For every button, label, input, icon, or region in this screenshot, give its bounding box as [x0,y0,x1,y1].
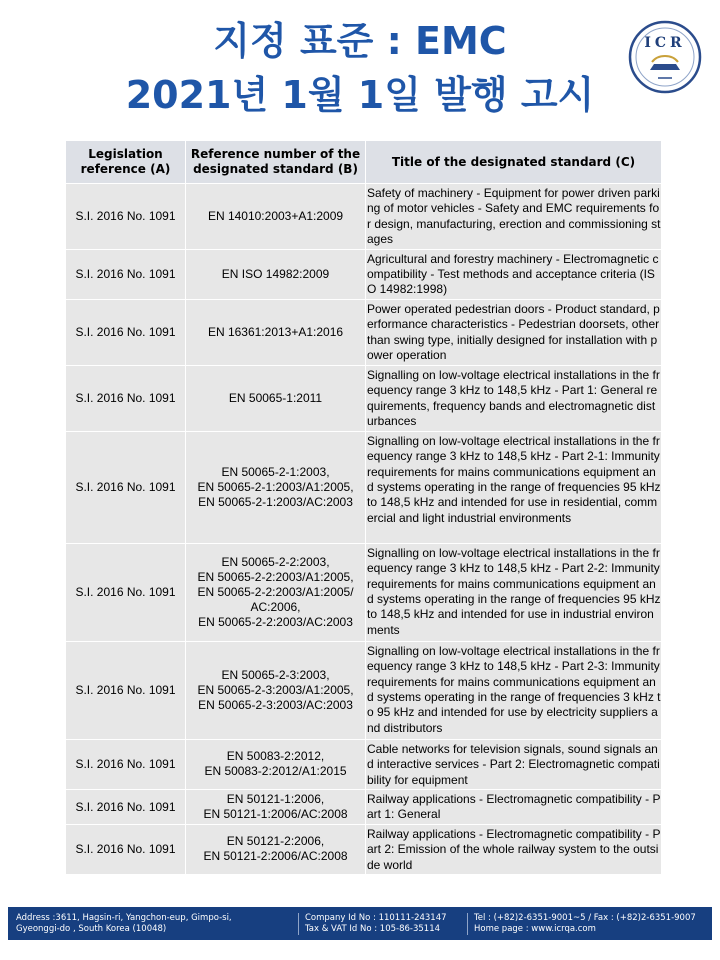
reference-number-cell [186,431,366,543]
reference-number: EN 50065-2-2:2003/A1:2005, [197,569,354,584]
standard-title-cell: Safety of machinery - Equipment for power driven parking of motor vehicles - Safety and EMC requirements for design, manufacturing, erection and commissioning stages [366,184,662,250]
standard-title-cell: Signalling on low-voltage electrical installations in the frequency range 3 kHz to 148,5 kHz - Part 2-3: Immunity requirements for mains communications equipment and systems operating in the range of frequencies 3 kHz to 95 kHz and intended for use by electricity suppliers and distributors [366,641,662,739]
icr-logo [628,20,702,94]
reference-number: EN 50065-2-1:2003/AC:2003 [198,494,353,509]
legislation-cell: S.I. 2016 No. 1091 [66,543,186,641]
footer-tax-id: Tax & VAT Id No : 105-86-35114 [305,924,441,934]
table-row [66,299,662,365]
table-body [66,184,662,875]
reference-number-cell [186,641,366,739]
reference-number-cell [186,824,366,874]
reference-number-cell [186,365,366,431]
standard-title-cell: Railway applications - Electromagnetic compatibility - Part 1: General [366,790,662,825]
footer-phone-fax: Tel : (+82)2-6351-9001~5 / Fax : (+82)2-6351-9007 [474,913,696,923]
footer-company-id: Company Id No : 110111-243147 [305,913,447,923]
reference-number: EN 50065-2-3:2003, [221,667,330,682]
reference-number: EN 50083-2:2012/A1:2015 [204,764,347,779]
table-row [66,739,662,789]
footer-address-line2: Gyeonggi-do , South Korea (10048) [16,924,167,934]
legislation-cell: S.I. 2016 No. 1091 [66,790,186,825]
legislation-cell: S.I. 2016 No. 1091 [66,431,186,543]
page-title-line1: 지정 표준 : EMC [213,19,507,63]
reference-number: EN 14010:2003+A1:2009 [207,208,344,223]
table-row [66,543,662,641]
logo-text: ICR [644,35,686,51]
reference-number-cell [186,184,366,250]
reference-number: EN 50065-2-2:2003, [221,554,330,569]
standard-title-cell: Cable networks for television signals, sound signals and interactive services - Part 2: Electromagnetic compatibility for equipment [366,739,662,789]
legislation-cell: S.I. 2016 No. 1091 [66,249,186,299]
footer-address [16,913,286,935]
reference-number: EN 50065-2-2:2003/AC:2003 [198,614,353,629]
header-legislation-reference: Legislation reference (A) [66,141,186,184]
table-row [66,431,662,543]
reference-number-cell [186,249,366,299]
standard-title-cell: Agricultural and forestry machinery - Electromagnetic compatibility - Test methods and acceptance criteria (ISO 14982:1998) [366,249,662,299]
reference-number: EN 50065-2-2:2003/A1:2005/ [197,584,354,599]
table-row [66,184,662,250]
legislation-cell: S.I. 2016 No. 1091 [66,824,186,874]
legislation-cell: S.I. 2016 No. 1091 [66,184,186,250]
reference-number: EN 50121-1:2006, [226,791,325,806]
table-row [66,365,662,431]
footer-homepage: Home page : www.icrqa.com [474,924,596,934]
legislation-cell: S.I. 2016 No. 1091 [66,739,186,789]
header-reference-number: Reference number of the designated standard (B) [186,141,366,184]
reference-number-cell [186,790,366,825]
reference-number: AC:2006, [250,599,301,614]
reference-number: EN 50065-1:2011 [228,390,323,405]
table-row [66,790,662,825]
standard-title-cell: Signalling on low-voltage electrical installations in the frequency range 3 kHz to 148,5 kHz - Part 2-2: Immunity requirements for mains communications equipment and systems operating in the range of frequencies 95 kHz to 148,5 kHz and intended for use in industrial environments [366,543,662,641]
legislation-cell: S.I. 2016 No. 1091 [66,299,186,365]
footer-bar [8,907,712,940]
standard-title-cell: Railway applications - Electromagnetic compatibility - Part 2: Emission of the whole railway system to the outside world [366,824,662,874]
reference-number: EN 50121-1:2006/AC:2008 [203,806,348,821]
table-row [66,824,662,874]
reference-number: EN 50065-2-1:2003, [221,464,330,479]
reference-number: EN 50121-2:2006, [226,834,325,849]
reference-number: EN 50065-2-1:2003/A1:2005, [197,479,354,494]
reference-number: EN 50065-2-3:2003/A1:2005, [197,682,354,697]
legislation-cell: S.I. 2016 No. 1091 [66,365,186,431]
table-header-row [66,141,662,184]
designated-standards-table [65,140,662,875]
standard-title-cell: Signalling on low-voltage electrical installations in the frequency range 3 kHz to 148,5 kHz - Part 1: General requirements, frequency bands and electromagnetic disturbances [366,365,662,431]
footer-contact [467,913,719,935]
standard-title-cell: Power operated pedestrian doors - Product standard, performance characteristics - Pedestrian doorsets, other than swing type, initially designed for installation with power operation [366,299,662,365]
icr-seal-icon [628,20,702,94]
reference-number: EN ISO 14982:2009 [221,266,330,281]
table-row [66,641,662,739]
reference-number-cell [186,543,366,641]
page-title-line2: 2021년 1월 1일 발행 고시 [125,73,595,117]
reference-number: EN 50083-2:2012, [226,749,325,764]
reference-number-cell [186,299,366,365]
reference-number-cell [186,739,366,789]
reference-number: EN 16361:2013+A1:2016 [207,324,344,339]
table-row [66,249,662,299]
footer-address-line1: Address :3611, Hagsin-ri, Yangchon-eup, Gimpo-si, [16,913,232,923]
reference-number: EN 50065-2-3:2003/AC:2003 [198,697,353,712]
header-standard-title: Title of the designated standard (C) [366,141,662,184]
footer-company-ids [298,913,465,935]
reference-number: EN 50121-2:2006/AC:2008 [203,849,348,864]
standard-title-cell: Signalling on low-voltage electrical installations in the frequency range 3 kHz to 148,5 kHz - Part 2-1: Immunity requirements for mains communications equipment and systems operating in the range of frequencies 95 kHz to 148,5 kHz and intended for use in residential, commercial and light industrial environments [366,431,662,543]
legislation-cell: S.I. 2016 No. 1091 [66,641,186,739]
